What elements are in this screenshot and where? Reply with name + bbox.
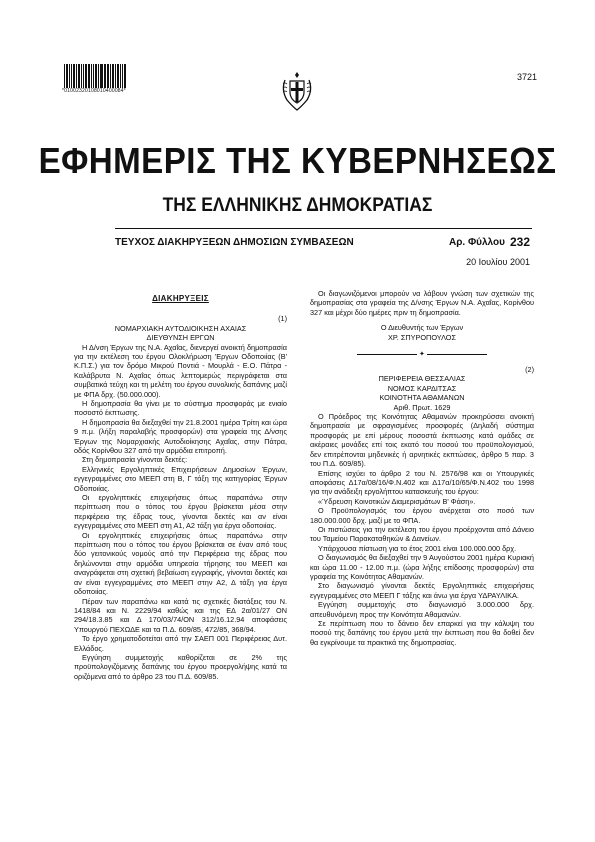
barcode [64,62,126,88]
signature-role: Ο Διευθυντής των Έργων [380,323,464,333]
body-paragraph: «Ύδρευση Κοινοτικών Διαμερισμάτων Β' Φάση». [318,496,476,506]
body-paragraph: Στο διαγωνισμό γίνονται δεκτές Εργοληπτικές επιχειρήσεις εγγεγραμμένες στο ΜΕΕΠ Γ τάξης και άνω για έργα ΥΔΡΑΥΛΙΚΑ. [310,581,534,600]
authority-line: ΠΕΡΙΦΕΡΕΙΑ ΘΕΣΣΑΛΙΑΣ [378,374,466,384]
body-paragraph: Πέραν των παραπάνω και κατά τις σχετικές διατάξεις του Ν. 1418/84 και Ν. 2229/94 καθώς και της ΕΔ 2α/01/27 ΟΝ 294/18.3.85 και Δ 170/03/74/ΟΝ 312/16.12.94 αποφάσεις Υπουργού ΠΕΧΩΔΕ και τα Π.Δ. 609/85, 472/85, 368/94. [74,596,287,634]
barcode-bar [81,64,82,88]
body-paragraph: Οι πιστώσεις για την εκτέλεση του έργου προέρχονται από Δάνειο του Ταμείου Παρακαταθηκών & Δανείων. [310,524,534,544]
barcode-bar [117,64,120,88]
section-divider: ✦ [310,350,534,359]
barcode-bar [112,64,114,88]
body-paragraph: Η δημοπρασία θα γίνει με το σύστημα προσφοράς με ενιαίο ποσοστό έκπτωσης. [74,398,287,418]
body-paragraph: Ο Πρόεδρος της Κοινότητας Αθαμανών προκηρύσσει ανοικτή δημοπρασία με σφραγισμένες προσφορές (Δηλαδή σύστημα προσφοράς με επί μέρους ποσοστά έκπτωσης κατά ομάδες σε ακέραιες μονάδες επί τοις εκατό του ποσού του προϋπολογισμού, δεν επιτρέπονται μηδενικές ή αρνητικές εκπτώσεις, άρθρο 5 παρ. 3 του Π.Δ. 609/85). [310,412,534,469]
barcode-bar [120,64,121,88]
coat-of-arms-icon [279,70,315,112]
body-paragraph: Εγγύηση συμμετοχής καθορίζεται σε 2% της προϋπολογιζόμενης δαπάνης του έργου προεργολήψης κατά τα οριζόμενα από το άρθρο 23 του Π.Δ. 609/85. [74,652,287,681]
barcode-bar [110,64,111,88]
body-paragraph: Σε περίπτωση που το δάνειο δεν επαρκεί για την κάλυψη του ποσού της δαπάνης του έργου μετά την έκπτωση που θα δοθεί δεν θα εγκρίνουμε τα πρακτικά της δημοπρασίας. [310,619,534,647]
barcode-bar [91,64,92,88]
gazette-subtitle: ΤΗΣ ΕΛΛΗΝΙΚΗΣ ΔΗΜΟΚΡΑΤΙΑΣ [162,195,433,216]
notice-number: (1) [278,314,287,324]
protocol-number: Αριθ. Πρωτ. 1629 [393,402,451,412]
barcode-bar [124,64,126,88]
authority-line: ΝΟΜΟΣ ΚΑΡΔΙΤΣΑΣ [387,383,457,393]
body-paragraph: Εγγύηση συμμετοχής στο διαγωνισμό 3.000.000 δρχ. απευθυνόμενη προς την Κοινότητα Αθαμανών. [310,600,534,619]
body-paragraph: Οι διαγωνιζόμενοι μπορούν να λάβουν γνώση των σχετικών της δημοπρασίας στα γραφεία της Δ/νσης Έργων Ν.Α. Αχαΐας, Κορίνθου 327 και μέχρι δύο ημέρες πριν τη δημοπρασία. [310,289,534,317]
header-rule [115,228,532,229]
body-paragraph: Η Δ/νση Έργων της Ν.Α. Αχαΐας, διενεργεί ανοικτή δημοπρασία για την εκτέλεση του έργου Ολοκλήρωση 'Εργων Οδοποιίας (Β' Κ.Π.Σ.) για τον δρόμο Μικρού Ποντιά - Μουρλά - Ε.Ο. Πάτρα - Καλάβρυτα Ν. Αχαΐας όπως λεπτομερώς περιγράφεται στα συμβατικά τεύχη και τη μελέτη του έργου συνολικής δαπάνης μαζί με ΦΠΑ δρχ. (50.000.000). [74,342,287,399]
body-paragraph: Ο διαγωνισμός θα διεξαχθεί την 9 Αυγούστου 2001 ημέρα Κυριακή και ώρα 11.00 - 12.00 π.μ. (ώρα λήξης επίδοσης προσφορών) στα γραφεία της Κοινότητας Αθαμανών. [310,553,534,581]
barcode-bar [93,64,94,88]
authority-line: ΚΟΙΝΟΤΗΤΑ ΑΘΑΜΑΝΩΝ [379,393,465,403]
barcode-bar [115,64,116,88]
barcode-bar [69,64,70,88]
barcode-bar [83,64,84,88]
issue-date: 20 Ιουλίου 2001 [466,257,530,267]
body-paragraph: Στη δημοπρασία γίνονται δεκτές: [82,455,188,465]
right-column [310,289,534,647]
gazette-title: ΕΦΗΜΕΡΙΣ ΤΗΣ ΚΥΒΕΡΝΗΣΕΩΣ [38,140,557,181]
barcode-bar [85,64,87,88]
body-paragraph: Ελληνικές Εργοληπτικές Επιχειρήσεων Δημοσίων Έργων, εγγεγραμμένες στο ΜΕΕΠ στη Β, Γ τάξη της κατηγορίας Έργων Οδοποιίας. [74,464,287,493]
barcode-bar [71,64,72,88]
body-paragraph: Επίσης ισχύει το άρθρο 2 του Ν. 2576/98 και οι Υπουργικές αποφάσεις Δ17α/08/16/Φ.Ν.402 και Δ17α/10/65/Φ.Ν.402 του 1998 για την ανάδειξη εργολήπτου κατασκευής του έργου: [310,468,534,497]
barcode-number: *01002320108010400084* [62,88,126,94]
barcode-bar [76,64,77,88]
issue-series: ΤΕΥΧΟΣ ΔΙΑΚΗΡΥΞΕΩΝ ΔΗΜΟΣΙΩΝ ΣΥΜΒΑΣΕΩΝ [115,237,354,248]
barcode-bar [100,64,103,88]
sheet-label: Αρ. Φύλλου [449,237,505,248]
body-paragraph: Υπάρχουσα πίστωση για το έτος 2001 είναι 100.000.000 δρχ. [318,543,517,553]
barcode-bar [105,64,106,88]
barcode-bar [73,64,76,88]
section-heading: ΔΙΑΚΗΡΥΞΕΙΣ [152,294,209,303]
barcode-bar [98,64,99,88]
barcode-bar [95,64,97,88]
body-paragraph: Το έργο χρηματοδοτείται από την ΣΑΕΠ 001 Περιφέρειας Δυτ. Ελλάδος. [74,634,287,653]
left-column [74,294,287,681]
body-paragraph: Ο Προϋπολογισμός του έργου ανέρχεται στο ποσό των 180.000.000 δρχ. μαζί με το ΦΠΑ. [310,506,534,525]
body-paragraph: Οι εργοληπτικές επιχειρήσεις όπως παραπάνω στην περίπτωση που ο τόπος του έργου βρίσκεται μέσα στην περιφέρεια της έδρας τους, γίνονται δεκτές και αν είναι εγγεγραμμένες στο ΜΕΕΠ στη Α1, Α2 τάξη για έργα οδοποιίας. [74,493,287,531]
barcode-bar [104,64,105,88]
body-paragraph: Η δημοπρασία θα διεξαχθεί την 21.8.2001 ημέρα Τρίτη και ώρα 9 π.μ. (λήξη παραλαβής προσφορών) στα γραφεία της Δ/νσης Έργων της Νομαρχιακής Αυτοδιοίκησης Αχαΐας, στην Πάτρα, οδός Κορίνθου 327 από την αρμόδια επιτροπή. [74,417,287,455]
notice-number: (2) [525,365,534,375]
authority-line: ΝΟΜΑΡΧΙΑΚΗ ΑΥΤΟΔΙΟΙΚΗΣΗ ΑΧΑΙΑΣ [114,323,247,333]
barcode-bar [88,64,91,88]
barcode-bar [66,64,68,88]
page-number: 3721 [516,72,537,82]
barcode-bar [122,64,123,88]
barcode-bar [107,64,109,88]
authority-line: ΔΙΕΥΘΥΝΣΗ ΕΡΓΩΝ [146,333,215,343]
barcode-bar [78,64,80,88]
signature-name: ΧΡ. ΣΠΥΡΟΠΟΥΛΟΣ [388,332,456,342]
sheet-number: 232 [510,235,531,249]
barcode-bar [64,64,65,88]
body-paragraph: Οι εργοληπτικές επιχειρήσεις όπως παραπάνω στην περίπτωση που ο τόπος του έργου βρίσκεται σε έναν από τους δύο γειτονικούς νομούς από την Περιφέρεια της έδρας που δηλώνονται στην αρμόδια υπηρεσία τήρησης του ΜΕΕΠ και αναγράφεται στη σχετική βεβαίωση εγγραφής, γίνονται δεκτές και αν είναι εγγεγραμμένες στο ΜΕΕΠ στην Α2, Δ τάξη για έργα οδοποιίας. [74,530,287,597]
